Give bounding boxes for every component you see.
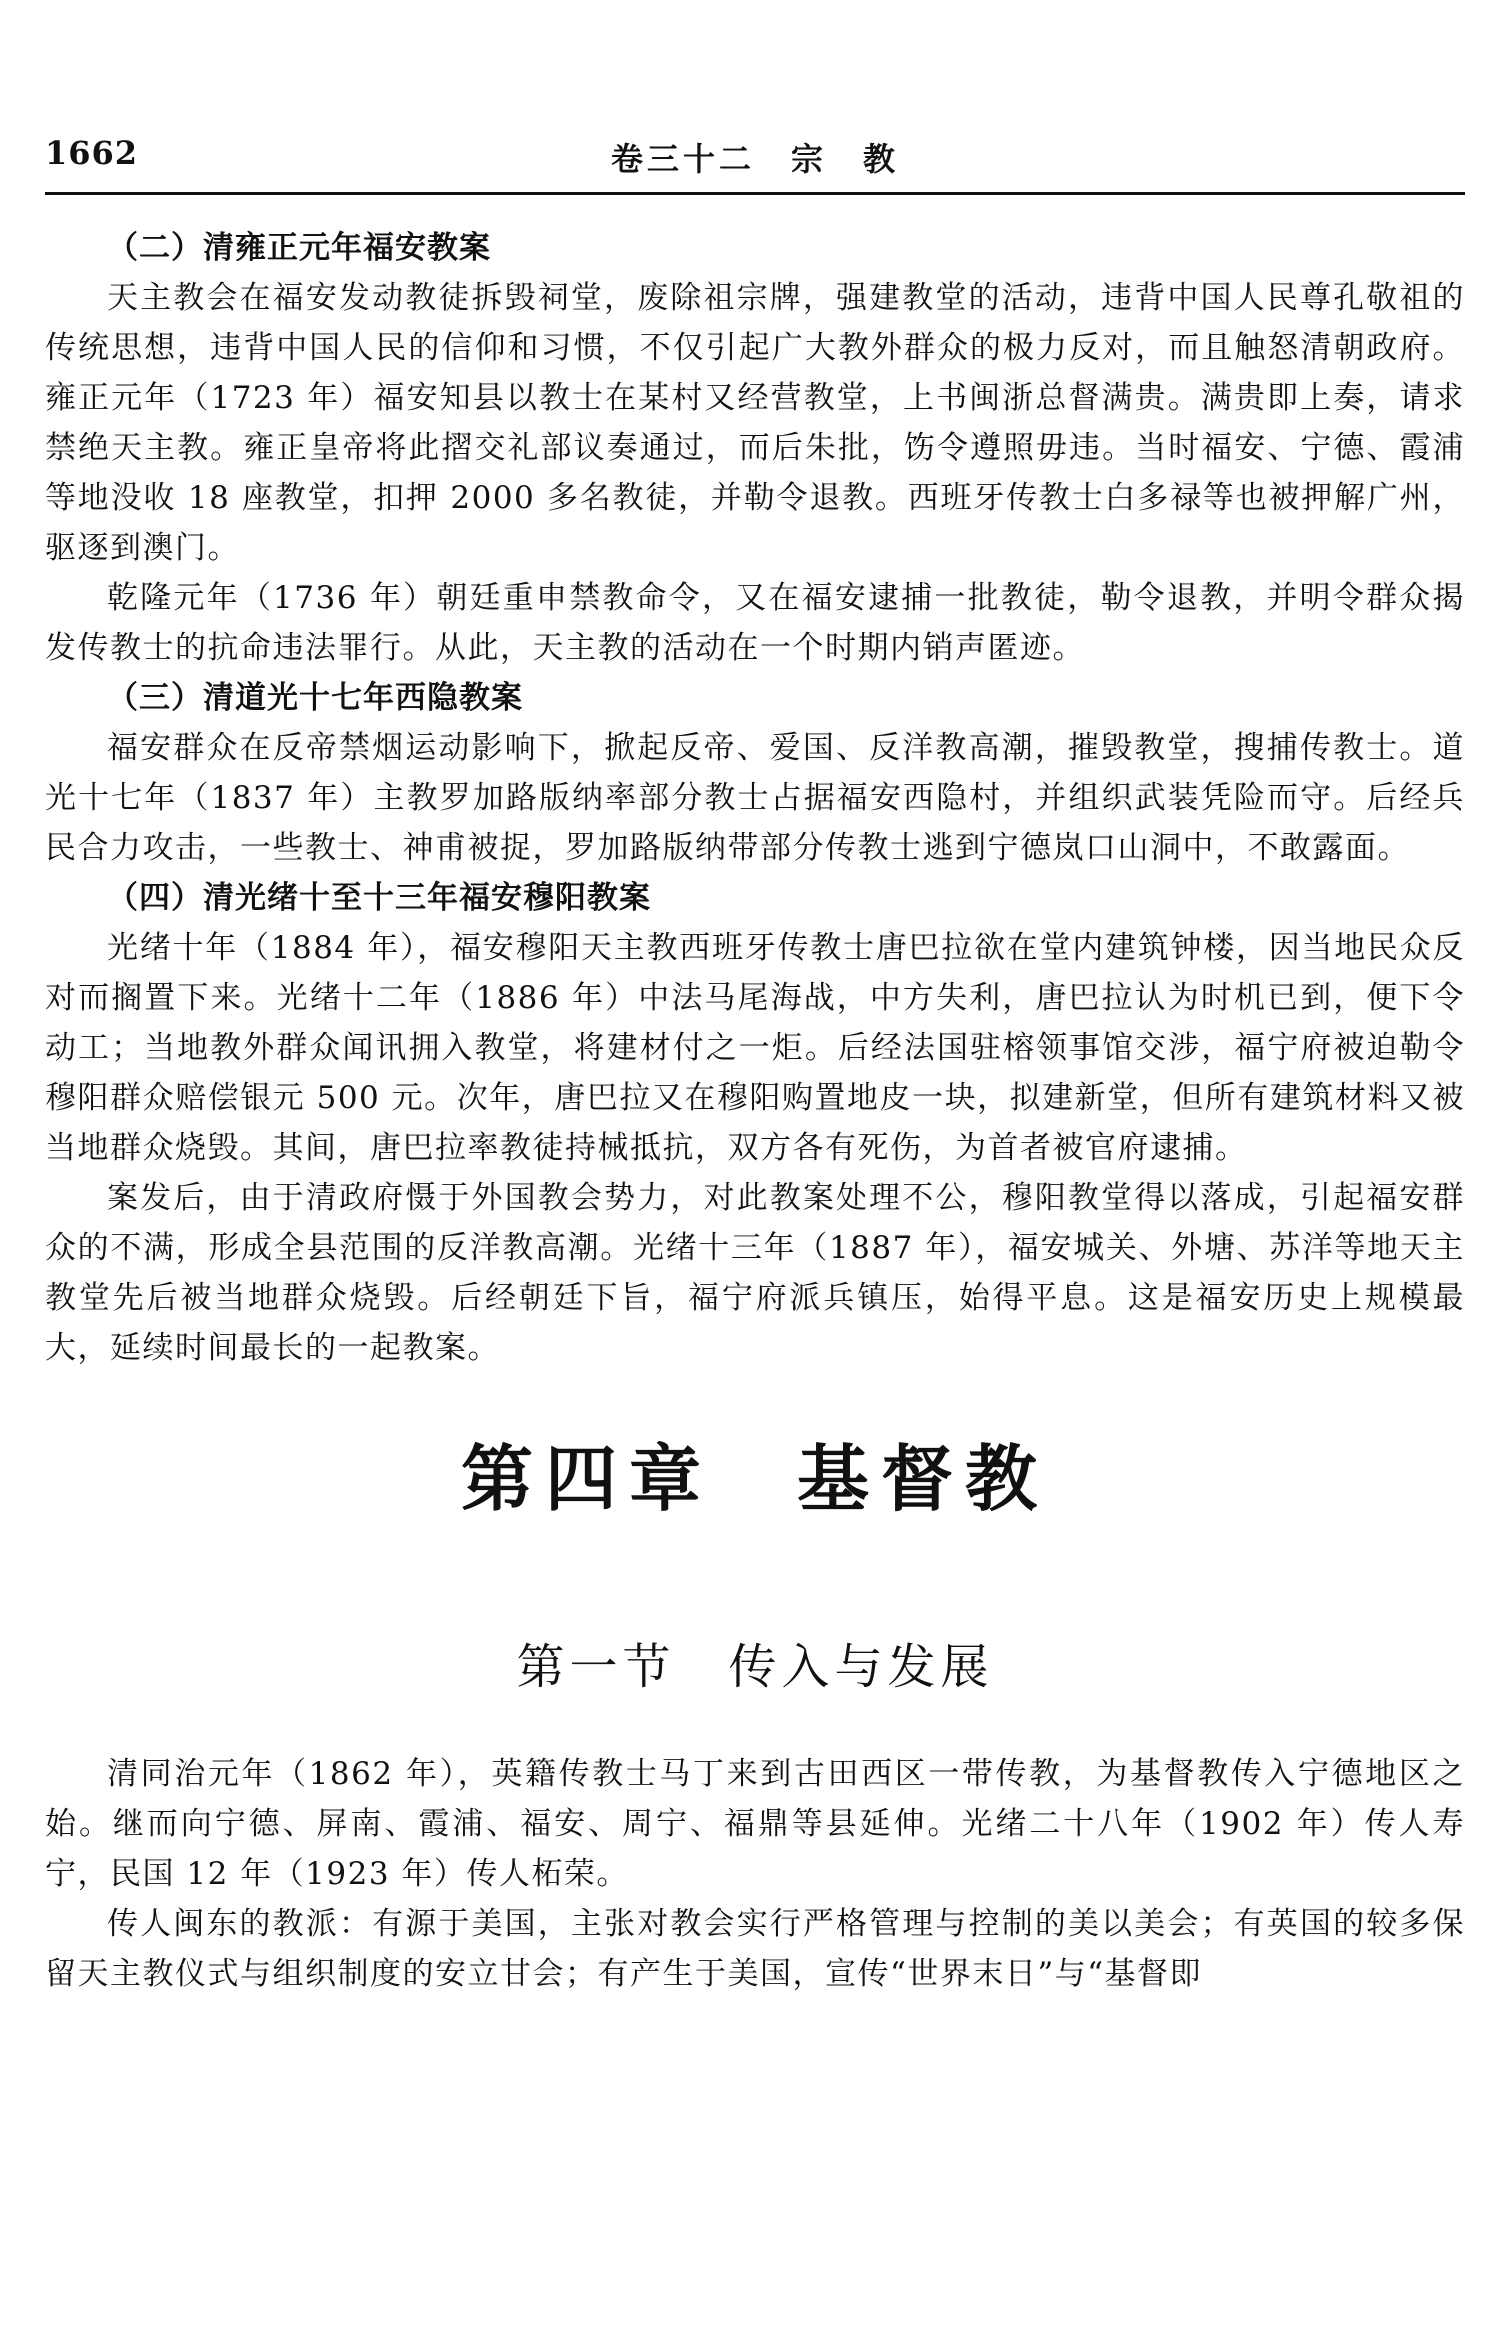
page-number: 1662 (45, 134, 139, 172)
running-header (45, 130, 1465, 195)
paragraph: 案发后，由于清政府慑于外国教会势力，对此教案处理不公，穆阳教堂得以落成，引起福安群众的不满，形成全县范围的反洋教高潮。光绪十三年（1887 年），福安城关、外塘、苏洋等地天主教堂先后被当地群众烧毁。后经朝廷下旨，福宁府派兵镇压，始得平息。这是福安历史上规模最大，延续时间最长的一起教案。 (45, 1180, 1465, 1366)
section-heading-4: （四）清光绪十至十三年福安穆阳教案 (107, 880, 651, 916)
page-body (45, 195, 1465, 1999)
section-heading-3: （三）清道光十七年西隐教案 (107, 680, 523, 716)
paragraph: 传人闽东的教派：有源于美国，主张对教会实行严格管理与控制的美以美会；有英国的较多保留天主教仪式与组织制度的安立甘会；有产生于美国，宣传“世界末日”与“基督即 (45, 1906, 1465, 1992)
section-title: 第一节 传入与发展 (516, 1639, 994, 1695)
paragraph: 乾隆元年（1736 年）朝廷重申禁教命令，又在福安逮捕一批教徒，勒令退教，并明令群众揭发传教士的抗命违法罪行。从此，天主教的活动在一个时期内销声匿迹。 (45, 580, 1465, 666)
paragraph: 福安群众在反帝禁烟运动影响下，掀起反帝、爱国、反洋教高潮，摧毁教堂，搜捕传教士。道光十七年（1837 年）主教罗加路版纳率部分教士占据福安西隐村，并组织武装凭险而守。后经兵民合力攻击，一些教士、神甫被捉，罗加路版纳带部分传教士逃到宁德岚口山洞中，不敢露面。 (45, 730, 1465, 866)
paragraph: 天主教会在福安发动教徒拆毁祠堂，废除祖宗牌，强建教堂的活动，违背中国人民尊孔敬祖的传统思想，违背中国人民的信仰和习惯，不仅引起广大教外群众的极力反对，而且触怒清朝政府。雍正元年（1723 年）福安知县以教士在某村又经营教堂，上书闽浙总督满贵。满贵即上奏，请求禁绝天主教。雍正皇帝将此摺交礼部议奏通过，而后朱批，饬令遵照毋违。当时福安、宁德、霞浦等地没收 18 座教堂，扣押 2000 多名教徒，并勒令退教。西班牙传教士白多禄等也被押解广州，驱逐到澳门。 (45, 280, 1465, 566)
paragraph: 光绪十年（1884 年），福安穆阳天主教西班牙传教士唐巴拉欲在堂内建筑钟楼，因当地民众反对而搁置下来。光绪十二年（1886 年）中法马尾海战，中方失利，唐巴拉认为时机已到，便下令动工；当地教外群众闻讯拥入教堂，将建材付之一炬。后经法国驻榕领事馆交涉，福宁府被迫勒令穆阳群众赔偿银元 500 元。次年，唐巴拉又在穆阳购置地皮一块，拟建新堂，但所有建筑材料又被当地群众烧毁。其间，唐巴拉率教徒持械抵抗，双方各有死伤，为首者被官府逮捕。 (45, 930, 1465, 1166)
book-page (45, 130, 1465, 1999)
paragraph: 清同治元年（1862 年），英籍传教士马丁来到古田西区一带传教，为基督教传入宁德地区之始。继而向宁德、屏南、霞浦、福安、周宁、福鼎等县延伸。光绪二十八年（1902 年）传人寿宁，民国 12 年（1923 年）传人柘荣。 (45, 1756, 1465, 1892)
section-heading-2: （二）清雍正元年福安教案 (107, 230, 491, 266)
running-title: 卷三十二 宗 教 (610, 140, 899, 178)
chapter-title: 第四章 基督教 (460, 1436, 1049, 1521)
